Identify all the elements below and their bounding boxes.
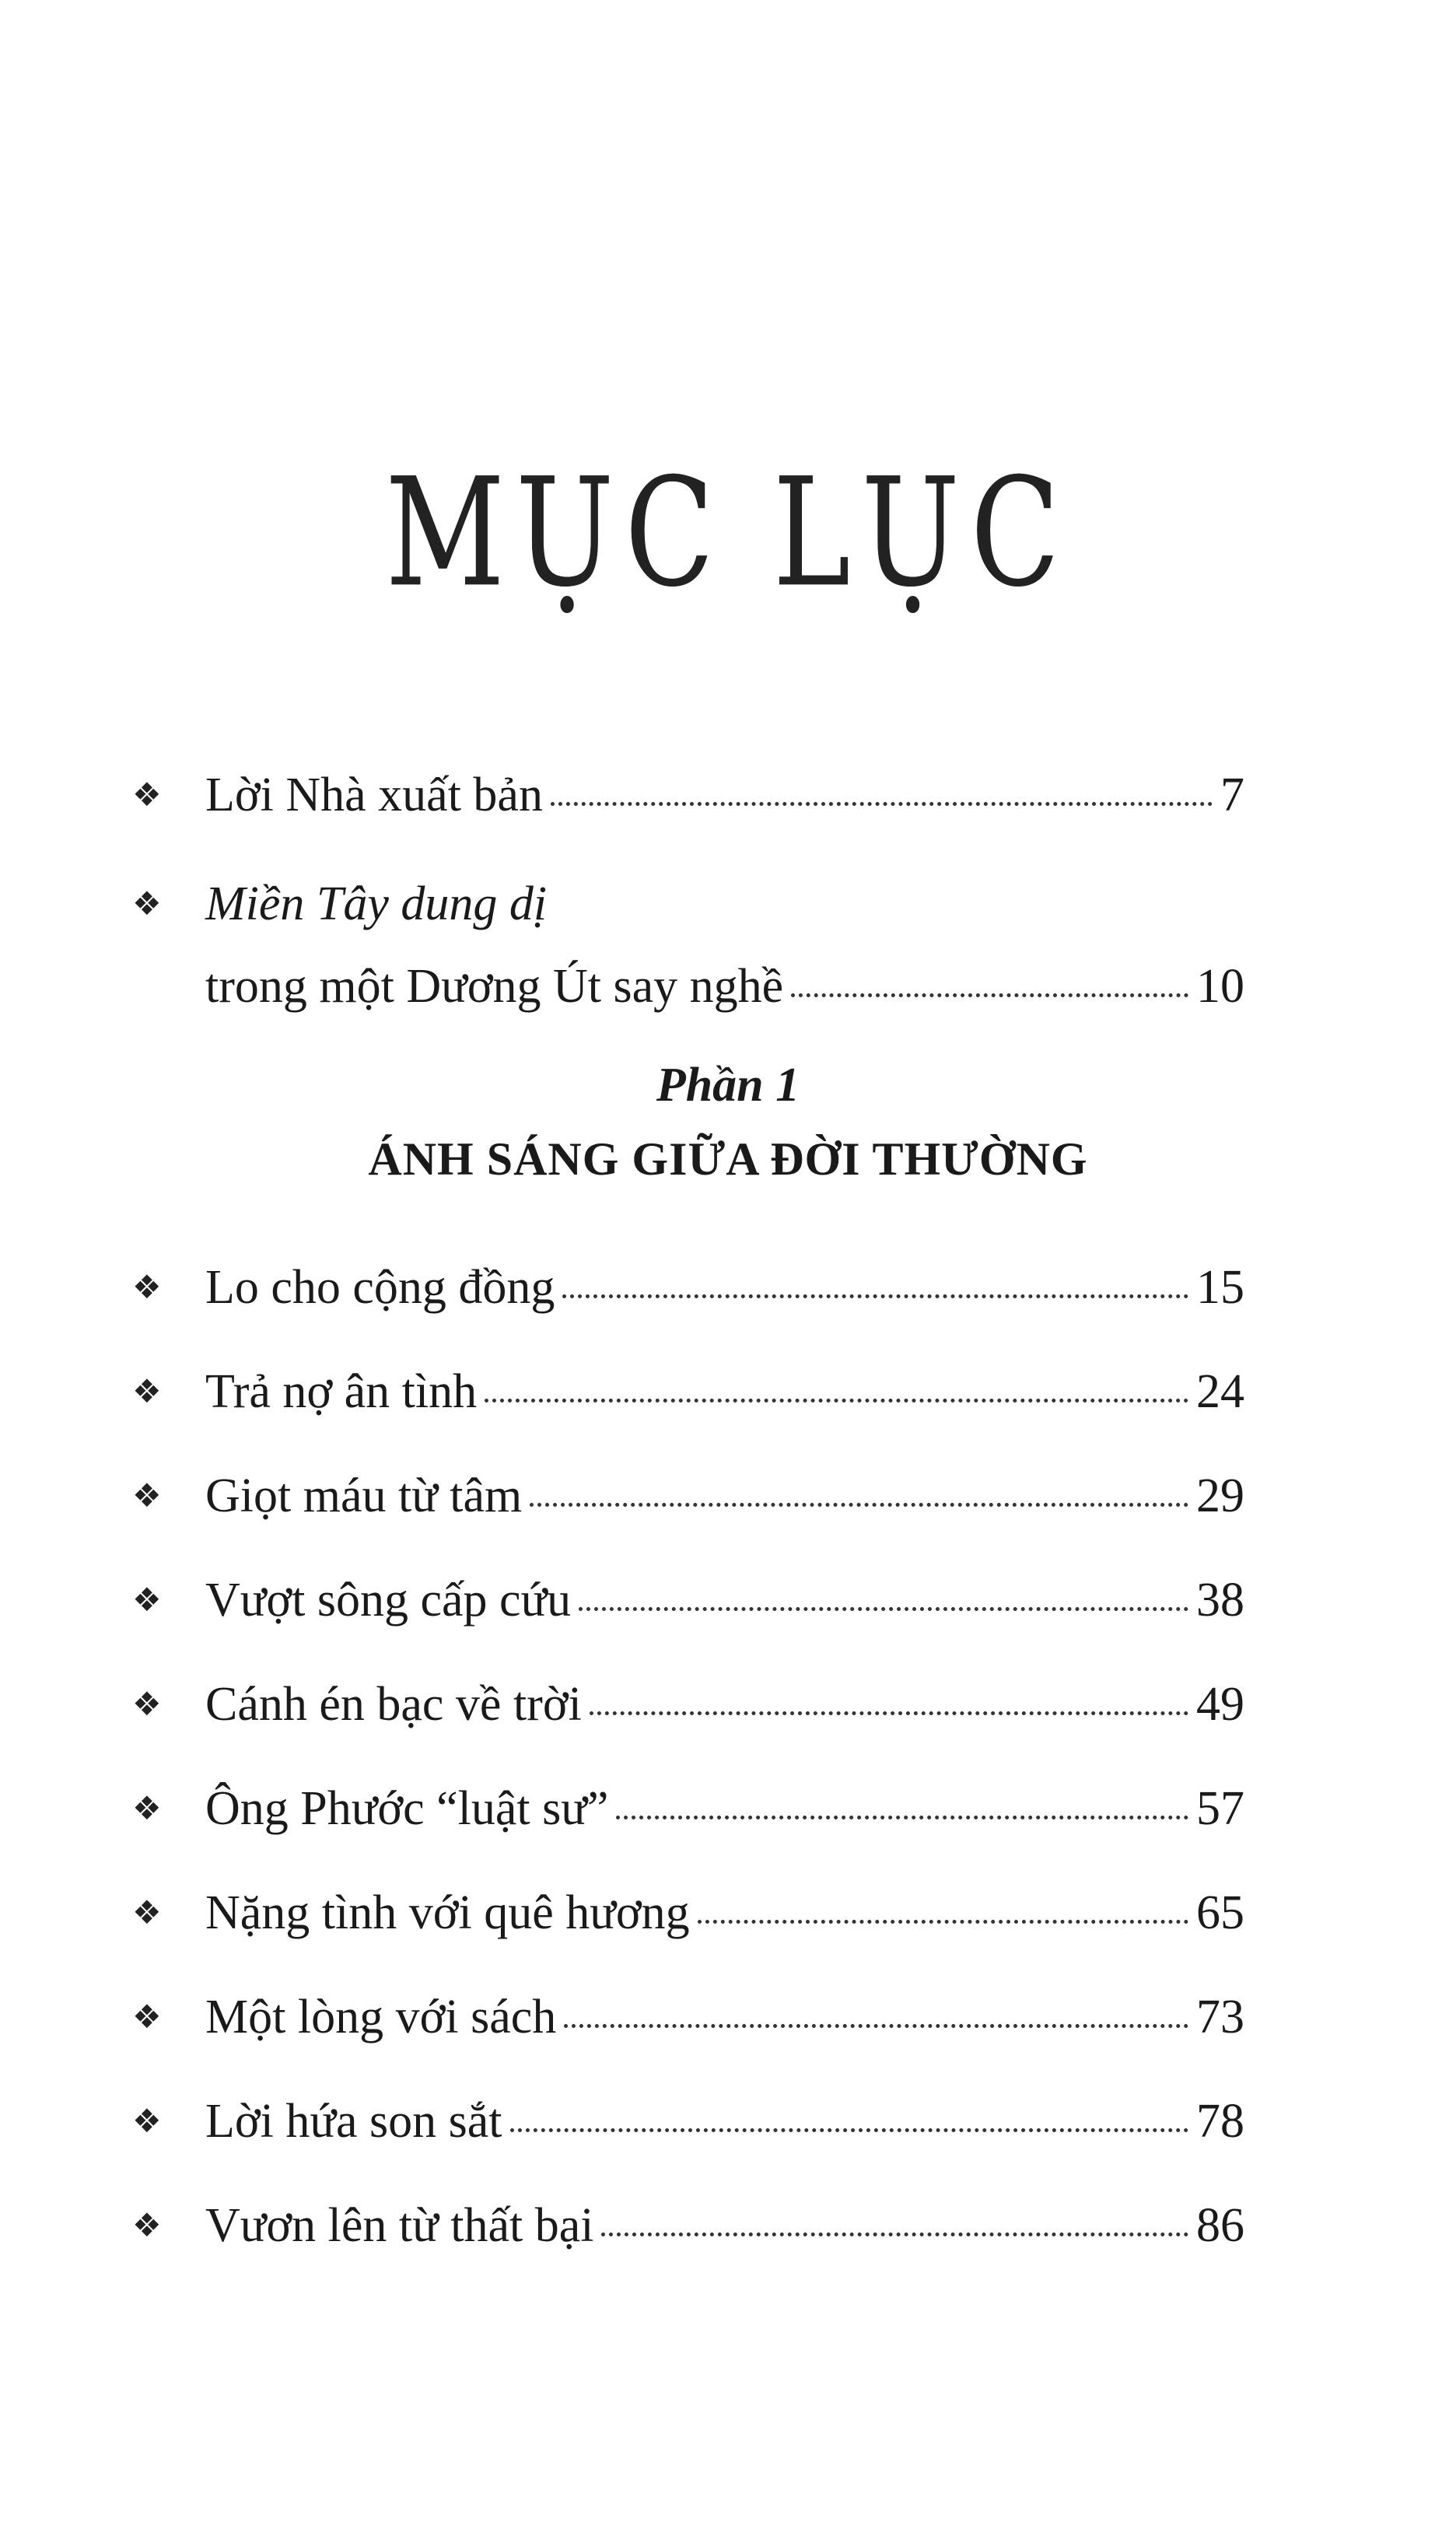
dot-leader [698, 1920, 1188, 1924]
toc-entry-page: 73 [1196, 1991, 1244, 2043]
toc-entry[interactable] [124, 1361, 1244, 1423]
toc-entry-page: 38 [1196, 1574, 1244, 1627]
dot-leader [564, 2024, 1188, 2028]
toc-entry[interactable] [124, 873, 1244, 935]
dot-leader [590, 1711, 1188, 1715]
four-diamond-bullet-icon: ❖ [132, 1268, 162, 1306]
toc-entry[interactable] [124, 1882, 1244, 1944]
toc-entry-page: 57 [1196, 1782, 1244, 1835]
toc-entry-page: 7 [1220, 769, 1244, 821]
four-diamond-bullet-icon: ❖ [132, 1476, 162, 1515]
dot-leader [791, 993, 1188, 997]
toc-entry-label: Lời Nhà xuất bản [205, 769, 543, 821]
four-diamond-bullet-icon: ❖ [132, 1581, 162, 1619]
dot-leader [579, 1607, 1188, 1611]
dot-leader [510, 2128, 1188, 2132]
toc-entry-continuation[interactable] [124, 955, 1244, 1017]
four-diamond-bullet-icon: ❖ [132, 1789, 162, 1827]
toc-entry[interactable] [124, 1256, 1244, 1319]
toc-entry[interactable] [124, 1673, 1244, 1735]
four-diamond-bullet-icon: ❖ [132, 2206, 162, 2244]
toc-entry[interactable] [124, 2194, 1244, 2257]
toc-entry-page: 49 [1196, 1678, 1244, 1731]
toc-entry-label: Ông Phước “luật sư” [205, 1782, 609, 1835]
dot-leader [616, 1816, 1188, 1819]
toc-entry-page: 29 [1196, 1469, 1244, 1522]
toc-entry-label: Giọt máu từ tâm [205, 1469, 523, 1522]
toc-entry-label-line2: trong một Dương Út say nghề [205, 960, 784, 1013]
toc-entry-label: Lời hứa son sắt [205, 2095, 502, 2148]
toc-entry[interactable] [124, 1465, 1244, 1527]
toc-entry-label: Trả nợ ân tình [205, 1365, 478, 1418]
toc-entry-label: Một lòng với sách [205, 1991, 557, 2043]
toc-entry-page: 86 [1196, 2199, 1244, 2252]
dot-leader [562, 1294, 1188, 1298]
toc-entry-label: Vượt sông cấp cứu [205, 1574, 572, 1627]
part-number: Phần 1 [656, 1059, 800, 1112]
four-diamond-bullet-icon: ❖ [132, 776, 162, 814]
toc-entry[interactable] [124, 764, 1244, 826]
four-diamond-bullet-icon: ❖ [132, 1372, 162, 1410]
toc-entry-page: 15 [1196, 1261, 1244, 1314]
dot-leader [551, 802, 1213, 806]
toc-entry-label: Vươn lên từ thất bại [205, 2199, 594, 2252]
four-diamond-bullet-icon: ❖ [132, 2102, 162, 2140]
dot-leader [485, 1399, 1188, 1403]
toc-entry[interactable] [124, 1569, 1244, 1631]
dot-leader [601, 2233, 1188, 2236]
toc-entry-page: 65 [1196, 1886, 1244, 1939]
toc-entry-page: 24 [1196, 1365, 1244, 1418]
toc-entry-label: Nặng tình với quê hương [205, 1886, 690, 1939]
toc-entry-label: Lo cho cộng đồng [205, 1261, 555, 1314]
part-title: ÁNH SÁNG GIỮA ĐỜI THƯỜNG [368, 1133, 1088, 1185]
four-diamond-bullet-icon: ❖ [132, 884, 162, 923]
four-diamond-bullet-icon: ❖ [132, 1893, 162, 1931]
toc-entry[interactable] [124, 2090, 1244, 2152]
four-diamond-bullet-icon: ❖ [132, 1998, 162, 2036]
toc-entry-label: Cánh én bạc về trời [205, 1678, 582, 1731]
toc-entry[interactable] [124, 1986, 1244, 2048]
toc-entry-label-line1: Miền Tây dung dị [205, 877, 548, 930]
four-diamond-bullet-icon: ❖ [132, 1685, 162, 1723]
dot-leader [530, 1503, 1188, 1507]
toc-entry-page: 78 [1196, 2095, 1244, 2148]
toc-entry-page: 10 [1196, 960, 1244, 1013]
page-title: MỤC LỤC [385, 447, 1071, 621]
toc-entry[interactable] [124, 1777, 1244, 1840]
